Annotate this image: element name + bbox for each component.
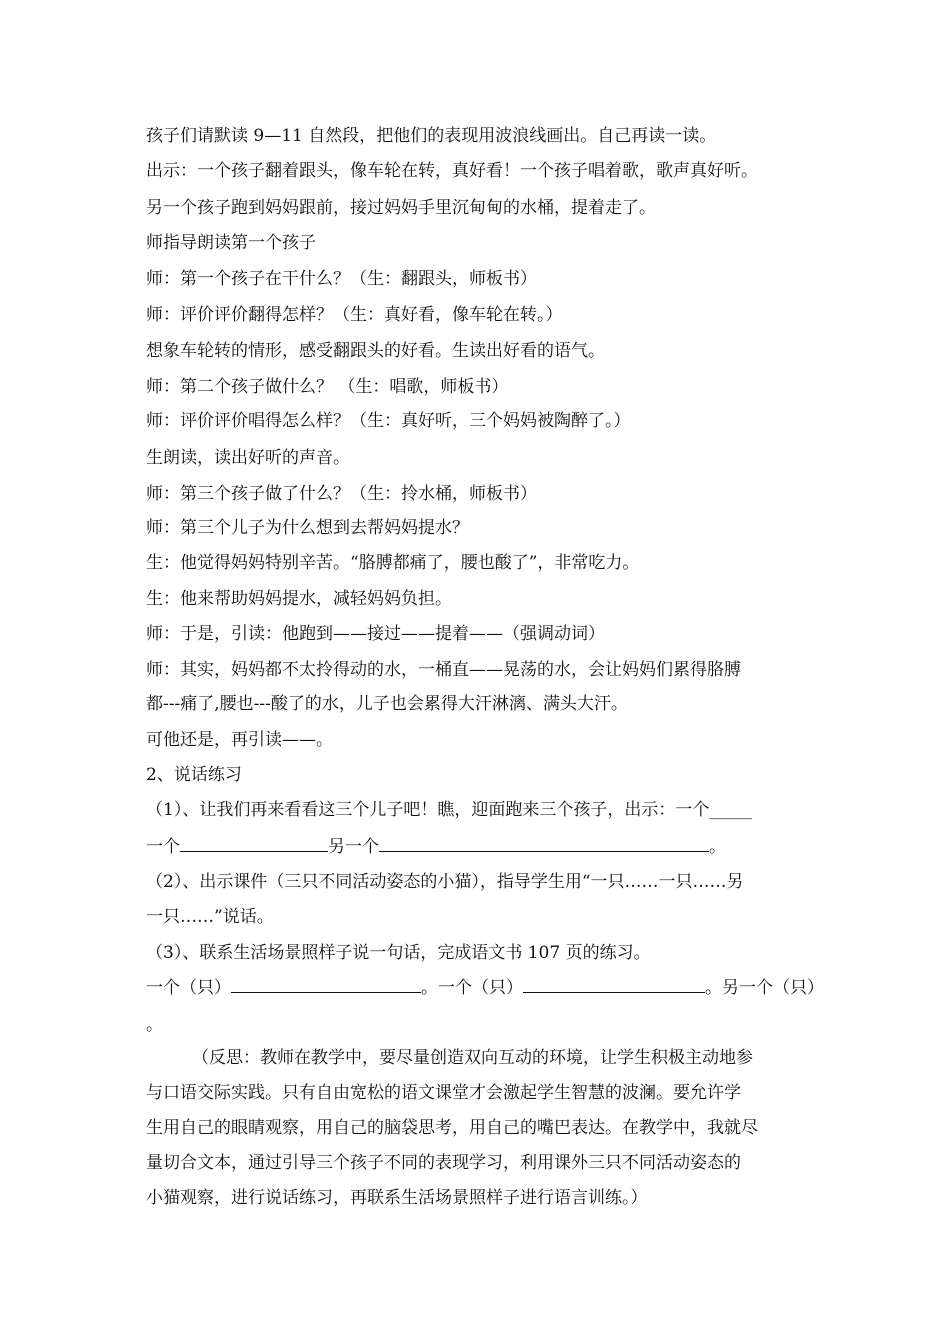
text-line: 师：第二个孩子做什么？ （生：唱歌，师板书） xyxy=(146,377,509,397)
reflection-line: 生用自己的眼睛观察，用自己的脑袋思考，用自己的嘴巴表达。在教学中，我就尽 xyxy=(146,1118,758,1138)
text-line: 想象车轮转的情形，感受翻跟头的好看。生读出好看的语气。 xyxy=(146,341,605,361)
text-line: 可他还是，再引读——。 xyxy=(146,730,333,750)
reflection-line: 量切合文本，通过引导三个孩子不同的表现学习，利用课外三只不同活动姿态的 xyxy=(146,1153,741,1173)
fill-label: 一个（只） xyxy=(146,978,231,998)
reflection-line: 小猫观察，进行说话练习，再联系生活场景照样子进行语言训练。） xyxy=(146,1188,648,1208)
text-line: 另一个孩子跑到妈妈跟前，接过妈妈手里沉甸甸的水桶，提着走了。 xyxy=(146,198,656,218)
reflection-line: 与口语交际实践。只有自由宽松的语文课堂才会激起学生智慧的波澜。要允许学 xyxy=(146,1083,741,1103)
reflection-line: （反思：教师在教学中，要尽量创造双向互动的环境，让学生积极主动地参 xyxy=(192,1048,753,1068)
fill-label: 一个 xyxy=(146,837,180,857)
text-line: 师：第三个孩子做了什么？（生：拎水桶，师板书） xyxy=(146,484,537,504)
fill-label: 。一个（只） xyxy=(421,978,523,998)
fill-label: 。另一个（只） xyxy=(705,978,824,998)
text-line xyxy=(146,976,824,999)
text-line: 师指导朗读第一个孩子 xyxy=(146,233,316,253)
text-line: （2）、出示课件（三只不同活动姿态的小猫），指导学生用“一只……一只……另 xyxy=(146,872,744,892)
fill-label: 。 xyxy=(709,837,726,857)
text-line: 都---痛了,腰也---酸了的水，儿子也会累得大汗淋漓、满头大汗。 xyxy=(146,694,628,714)
text-line: 孩子们请默读 9—11 自然段，把他们的表现用波浪线画出。自己再读一读。 xyxy=(146,126,717,146)
text-line: 师：第一个孩子在干什么？（生：翻跟头，师板书） xyxy=(146,269,537,289)
text-line: 生：他觉得妈妈特别辛苦。“胳膊都痛了，腰也酸了”，非常吃力。 xyxy=(146,553,640,573)
text-line: 师：其实，妈妈都不太拎得动的水，一桶直——晃荡的水，会让妈妈们累得胳膊 xyxy=(146,660,741,680)
text-line: 生朗读，读出好听的声音。 xyxy=(146,448,350,468)
text-line: 。 xyxy=(146,1015,163,1035)
text-line: 一只……”说话。 xyxy=(146,907,274,927)
fill-blank xyxy=(180,835,328,852)
section-heading: 2、说话练习 xyxy=(146,765,242,785)
text-line: 师：评价评价翻得怎样？（生：真好看，像车轮在转。） xyxy=(146,305,563,325)
text-line: 师：于是，引读：他跑到——接过——提着——（强调动词） xyxy=(146,624,605,644)
text-line: 师：评价评价唱得怎么样？（生：真好听，三个妈妈被陶醉了。） xyxy=(146,411,631,431)
text-line: （1）、让我们再来看看这三个儿子吧！瞧，迎面跑来三个孩子，出示：一个_____ xyxy=(146,800,752,820)
fill-blank xyxy=(231,976,421,993)
fill-blank xyxy=(523,976,705,993)
text-line: 出示：一个孩子翻着跟头，像车轮在转，真好看！一个孩子唱着歌，歌声真好听。 xyxy=(146,161,758,181)
fill-label: 另一个 xyxy=(328,837,379,857)
text-line: 师：第三个儿子为什么想到去帮妈妈提水？ xyxy=(146,518,469,538)
text-line xyxy=(146,835,726,858)
text-line: （3）、联系生活场景照样子说一句话，完成语文书 107 页的练习。 xyxy=(146,943,651,963)
fill-blank xyxy=(379,835,709,852)
text-line: 生：他来帮助妈妈提水，减轻妈妈负担。 xyxy=(146,589,452,609)
